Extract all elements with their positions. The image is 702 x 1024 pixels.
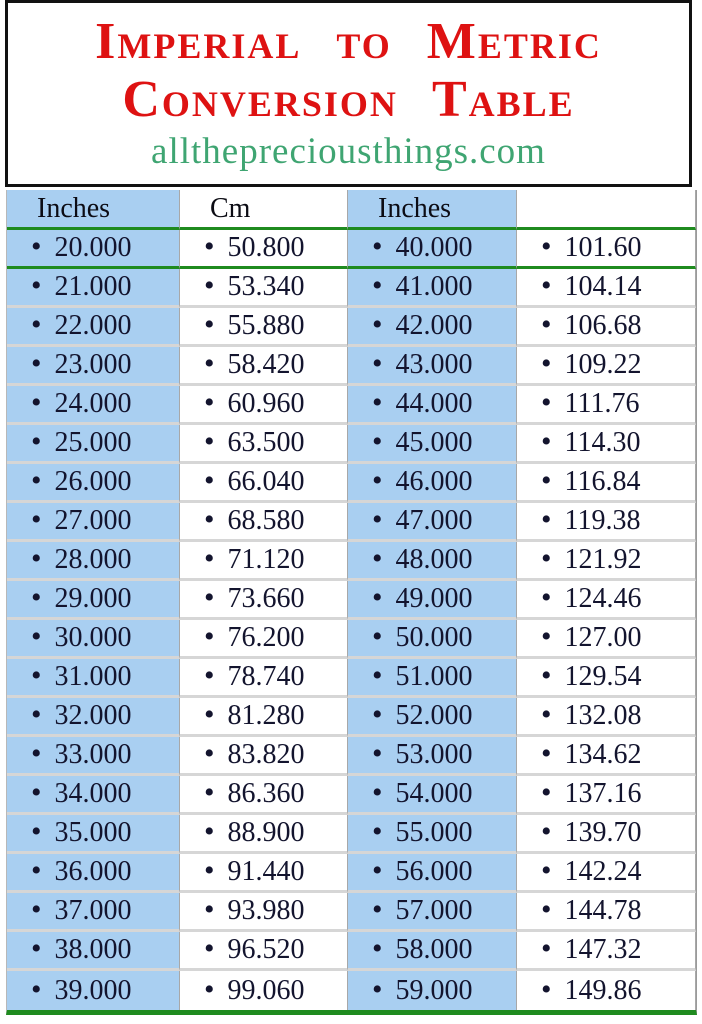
cell-value: 34.000 bbox=[54, 778, 132, 809]
bullet-icon: • bbox=[31, 932, 42, 965]
bullet-icon: • bbox=[372, 854, 383, 887]
bullet-icon: • bbox=[31, 503, 42, 536]
table-row bbox=[7, 386, 696, 425]
cell-value: 68.580 bbox=[227, 505, 305, 536]
bullet-icon: • bbox=[204, 737, 215, 770]
bullet-icon: • bbox=[372, 386, 383, 419]
bullet-icon: • bbox=[31, 776, 42, 809]
table-cell bbox=[7, 620, 179, 659]
bullet-icon: • bbox=[541, 269, 552, 302]
table-cell bbox=[516, 854, 696, 893]
bullet-icon: • bbox=[372, 230, 383, 263]
table-cell bbox=[516, 893, 696, 932]
cell-value: 121.92 bbox=[564, 544, 642, 575]
table-cell bbox=[348, 854, 516, 893]
bullet-icon: • bbox=[204, 347, 215, 380]
cell-value: 127.00 bbox=[564, 622, 642, 653]
table-cell bbox=[7, 815, 179, 854]
cell-value: 20.000 bbox=[54, 232, 132, 263]
cell-value: 44.000 bbox=[395, 388, 473, 419]
bullet-icon: • bbox=[372, 503, 383, 536]
cell-value: 106.68 bbox=[564, 310, 642, 341]
cell-value: 147.32 bbox=[564, 934, 642, 965]
table-cell bbox=[516, 620, 696, 659]
page-title-line1: Imperial to Metric bbox=[95, 13, 602, 70]
bullet-icon: • bbox=[204, 698, 215, 731]
bullet-icon: • bbox=[31, 854, 42, 887]
bullet-icon: • bbox=[541, 230, 552, 263]
table-header-row bbox=[7, 190, 696, 230]
table-cell bbox=[7, 542, 179, 581]
table-cell bbox=[348, 503, 516, 542]
bullet-icon: • bbox=[204, 620, 215, 653]
table-cell bbox=[179, 503, 348, 542]
bullet-icon: • bbox=[31, 620, 42, 653]
cell-value: 104.14 bbox=[564, 271, 642, 302]
cell-value: 73.660 bbox=[227, 583, 305, 614]
cell-value: 101.60 bbox=[564, 232, 642, 263]
bullet-icon: • bbox=[541, 581, 552, 614]
cell-value: 139.70 bbox=[564, 817, 642, 848]
bullet-icon: • bbox=[541, 659, 552, 692]
cell-value: 93.980 bbox=[227, 895, 305, 926]
bullet-icon: • bbox=[31, 347, 42, 380]
table-cell bbox=[516, 308, 696, 347]
bullet-icon: • bbox=[204, 464, 215, 497]
table-cell bbox=[348, 776, 516, 815]
table-cell bbox=[348, 347, 516, 386]
bullet-icon: • bbox=[541, 425, 552, 458]
cell-value: 24.000 bbox=[54, 388, 132, 419]
table-cell bbox=[516, 698, 696, 737]
table-cell bbox=[7, 659, 179, 698]
table-cell bbox=[7, 737, 179, 776]
table-cell bbox=[348, 581, 516, 620]
column-header-inches-left: Inches bbox=[7, 190, 179, 230]
table-cell bbox=[179, 464, 348, 503]
table-cell bbox=[516, 776, 696, 815]
bullet-icon: • bbox=[31, 581, 42, 614]
cell-value: 48.000 bbox=[395, 544, 473, 575]
column-header-cm-left: Cm bbox=[179, 190, 348, 230]
bullet-icon: • bbox=[204, 776, 215, 809]
table-cell bbox=[516, 230, 696, 269]
bullet-icon: • bbox=[541, 972, 552, 1006]
table-cell bbox=[348, 308, 516, 347]
bullet-icon: • bbox=[372, 308, 383, 341]
table-cell bbox=[179, 620, 348, 659]
bullet-icon: • bbox=[204, 972, 215, 1006]
table-cell bbox=[516, 932, 696, 971]
table-cell bbox=[516, 737, 696, 776]
bullet-icon: • bbox=[31, 386, 42, 419]
table-cell bbox=[7, 698, 179, 737]
table-cell bbox=[516, 464, 696, 503]
table-cell bbox=[516, 971, 696, 1010]
table-row bbox=[7, 854, 696, 893]
bullet-icon: • bbox=[541, 932, 552, 965]
bullet-icon: • bbox=[541, 542, 552, 575]
column-header-inches-right: Inches bbox=[348, 190, 516, 230]
cell-value: 32.000 bbox=[54, 700, 132, 731]
table-cell bbox=[348, 425, 516, 464]
cell-value: 38.000 bbox=[54, 934, 132, 965]
bullet-icon: • bbox=[31, 542, 42, 575]
table-cell bbox=[348, 386, 516, 425]
table-cell bbox=[7, 308, 179, 347]
bullet-icon: • bbox=[372, 893, 383, 926]
cell-value: 55.000 bbox=[395, 817, 473, 848]
bullet-icon: • bbox=[372, 464, 383, 497]
table-cell bbox=[348, 269, 516, 308]
table-cell bbox=[179, 347, 348, 386]
bullet-icon: • bbox=[31, 698, 42, 731]
cell-value: 47.000 bbox=[395, 505, 473, 536]
bullet-icon: • bbox=[204, 815, 215, 848]
table-row bbox=[7, 776, 696, 815]
bullet-icon: • bbox=[372, 815, 383, 848]
cell-value: 149.86 bbox=[564, 974, 642, 1006]
cell-value: 22.000 bbox=[54, 310, 132, 341]
table-row bbox=[7, 581, 696, 620]
cell-value: 86.360 bbox=[227, 778, 305, 809]
bullet-icon: • bbox=[541, 854, 552, 887]
cell-value: 71.120 bbox=[227, 544, 305, 575]
table-cell bbox=[7, 971, 179, 1010]
table-cell bbox=[179, 386, 348, 425]
bullet-icon: • bbox=[372, 776, 383, 809]
table-row bbox=[7, 698, 696, 737]
cell-value: 76.200 bbox=[227, 622, 305, 653]
table-cell bbox=[179, 230, 348, 269]
cell-value: 25.000 bbox=[54, 427, 132, 458]
table-row bbox=[7, 932, 696, 971]
cell-value: 27.000 bbox=[54, 505, 132, 536]
table-row bbox=[7, 308, 696, 347]
table-cell bbox=[7, 386, 179, 425]
bullet-icon: • bbox=[541, 815, 552, 848]
bullet-icon: • bbox=[541, 698, 552, 731]
cell-value: 144.78 bbox=[564, 895, 642, 926]
table-row bbox=[7, 737, 696, 776]
bullet-icon: • bbox=[204, 425, 215, 458]
cell-value: 124.46 bbox=[564, 583, 642, 614]
cell-value: 39.000 bbox=[54, 974, 132, 1006]
bullet-icon: • bbox=[372, 542, 383, 575]
cell-value: 99.060 bbox=[227, 974, 305, 1006]
cell-value: 42.000 bbox=[395, 310, 473, 341]
cell-value: 132.08 bbox=[564, 700, 642, 731]
cell-value: 21.000 bbox=[54, 271, 132, 302]
cell-value: 40.000 bbox=[395, 232, 473, 263]
table-cell bbox=[348, 893, 516, 932]
bullet-icon: • bbox=[541, 347, 552, 380]
bullet-icon: • bbox=[31, 893, 42, 926]
table-cell bbox=[348, 698, 516, 737]
table-cell bbox=[348, 464, 516, 503]
cell-value: 52.000 bbox=[395, 700, 473, 731]
table-cell bbox=[516, 581, 696, 620]
bullet-icon: • bbox=[541, 893, 552, 926]
cell-value: 58.420 bbox=[227, 349, 305, 380]
bullet-icon: • bbox=[31, 737, 42, 770]
table-cell bbox=[7, 854, 179, 893]
bullet-icon: • bbox=[541, 503, 552, 536]
table-cell bbox=[7, 893, 179, 932]
cell-value: 129.54 bbox=[564, 661, 642, 692]
cell-value: 53.000 bbox=[395, 739, 473, 770]
bullet-icon: • bbox=[31, 464, 42, 497]
table-cell bbox=[7, 464, 179, 503]
table-row bbox=[7, 269, 696, 308]
bullet-icon: • bbox=[372, 620, 383, 653]
cell-value: 37.000 bbox=[54, 895, 132, 926]
bullet-icon: • bbox=[372, 347, 383, 380]
cell-value: 56.000 bbox=[395, 856, 473, 887]
table-cell bbox=[516, 542, 696, 581]
cell-value: 43.000 bbox=[395, 349, 473, 380]
column-header-cm-right bbox=[516, 190, 696, 230]
bullet-icon: • bbox=[204, 269, 215, 302]
bullet-icon: • bbox=[541, 308, 552, 341]
cell-value: 36.000 bbox=[54, 856, 132, 887]
cell-value: 137.16 bbox=[564, 778, 642, 809]
bullet-icon: • bbox=[541, 776, 552, 809]
table-cell bbox=[179, 971, 348, 1010]
bullet-icon: • bbox=[372, 269, 383, 302]
bullet-icon: • bbox=[372, 425, 383, 458]
table-cell bbox=[516, 386, 696, 425]
cell-value: 78.740 bbox=[227, 661, 305, 692]
cell-value: 50.000 bbox=[395, 622, 473, 653]
cell-value: 33.000 bbox=[54, 739, 132, 770]
bullet-icon: • bbox=[372, 737, 383, 770]
table-cell bbox=[7, 230, 179, 269]
table-row bbox=[7, 971, 696, 1010]
table-cell bbox=[179, 659, 348, 698]
cell-value: 55.880 bbox=[227, 310, 305, 341]
bullet-icon: • bbox=[31, 815, 42, 848]
bullet-icon: • bbox=[204, 542, 215, 575]
cell-value: 88.900 bbox=[227, 817, 305, 848]
table-cell bbox=[179, 854, 348, 893]
cell-value: 30.000 bbox=[54, 622, 132, 653]
bullet-icon: • bbox=[541, 386, 552, 419]
bullet-icon: • bbox=[31, 230, 42, 263]
cell-value: 45.000 bbox=[395, 427, 473, 458]
cell-value: 29.000 bbox=[54, 583, 132, 614]
table-cell bbox=[348, 230, 516, 269]
bullet-icon: • bbox=[372, 972, 383, 1006]
bullet-icon: • bbox=[204, 893, 215, 926]
bullet-icon: • bbox=[31, 269, 42, 302]
bullet-icon: • bbox=[204, 932, 215, 965]
table-cell bbox=[179, 815, 348, 854]
cell-value: 134.62 bbox=[564, 739, 642, 770]
cell-value: 116.84 bbox=[564, 466, 641, 497]
cell-value: 57.000 bbox=[395, 895, 473, 926]
bullet-icon: • bbox=[31, 659, 42, 692]
table-row bbox=[7, 620, 696, 659]
cell-value: 49.000 bbox=[395, 583, 473, 614]
cell-value: 111.76 bbox=[564, 388, 640, 419]
bullet-icon: • bbox=[372, 698, 383, 731]
cell-value: 114.30 bbox=[564, 427, 641, 458]
table-cell bbox=[179, 269, 348, 308]
table-cell bbox=[7, 347, 179, 386]
table-cell bbox=[348, 815, 516, 854]
table-cell bbox=[516, 815, 696, 854]
table-cell bbox=[7, 269, 179, 308]
cell-value: 83.820 bbox=[227, 739, 305, 770]
table-cell bbox=[179, 581, 348, 620]
table-cell bbox=[7, 776, 179, 815]
table-cell bbox=[179, 698, 348, 737]
table-cell bbox=[7, 932, 179, 971]
cell-value: 50.800 bbox=[227, 232, 305, 263]
cell-value: 26.000 bbox=[54, 466, 132, 497]
table-row bbox=[7, 893, 696, 932]
table-cell bbox=[516, 503, 696, 542]
table-row bbox=[7, 464, 696, 503]
bullet-icon: • bbox=[541, 464, 552, 497]
table-cell bbox=[348, 659, 516, 698]
bullet-icon: • bbox=[204, 581, 215, 614]
page-title-line2: Conversion Table bbox=[122, 71, 575, 128]
cell-value: 23.000 bbox=[54, 349, 132, 380]
cell-value: 58.000 bbox=[395, 934, 473, 965]
cell-value: 28.000 bbox=[54, 544, 132, 575]
bullet-icon: • bbox=[204, 854, 215, 887]
table-cell bbox=[516, 347, 696, 386]
table-cell bbox=[7, 503, 179, 542]
bullet-icon: • bbox=[372, 659, 383, 692]
table-cell bbox=[7, 581, 179, 620]
table-cell bbox=[516, 659, 696, 698]
table-cell bbox=[179, 542, 348, 581]
table-cell bbox=[348, 932, 516, 971]
bullet-icon: • bbox=[541, 620, 552, 653]
cell-value: 54.000 bbox=[395, 778, 473, 809]
table-cell bbox=[516, 269, 696, 308]
cell-value: 53.340 bbox=[227, 271, 305, 302]
table-cell bbox=[516, 425, 696, 464]
table-row bbox=[7, 503, 696, 542]
table-row bbox=[7, 659, 696, 698]
bullet-icon: • bbox=[31, 425, 42, 458]
bullet-icon: • bbox=[541, 737, 552, 770]
bullet-icon: • bbox=[31, 308, 42, 341]
cell-value: 96.520 bbox=[227, 934, 305, 965]
cell-value: 109.22 bbox=[564, 349, 642, 380]
website-url: allthepreciousthings.com bbox=[151, 131, 546, 172]
table-cell bbox=[348, 737, 516, 776]
bullet-icon: • bbox=[372, 932, 383, 965]
table-cell bbox=[348, 971, 516, 1010]
cell-value: 91.440 bbox=[227, 856, 305, 887]
table-cell bbox=[179, 776, 348, 815]
conversion-table bbox=[6, 190, 697, 1015]
table-cell bbox=[348, 620, 516, 659]
cell-value: 66.040 bbox=[227, 466, 305, 497]
bullet-icon: • bbox=[204, 308, 215, 341]
bullet-icon: • bbox=[204, 386, 215, 419]
table-row bbox=[7, 542, 696, 581]
cell-value: 41.000 bbox=[395, 271, 473, 302]
table-cell bbox=[179, 308, 348, 347]
bullet-icon: • bbox=[31, 972, 42, 1006]
cell-value: 51.000 bbox=[395, 661, 473, 692]
table-row bbox=[7, 425, 696, 464]
table-cell bbox=[179, 893, 348, 932]
table-row bbox=[7, 815, 696, 854]
cell-value: 63.500 bbox=[227, 427, 305, 458]
cell-value: 119.38 bbox=[564, 505, 641, 536]
header-box bbox=[5, 0, 692, 187]
cell-value: 35.000 bbox=[54, 817, 132, 848]
table-cell bbox=[7, 425, 179, 464]
table-row bbox=[7, 230, 696, 269]
table-body bbox=[7, 230, 696, 1010]
table-cell bbox=[179, 932, 348, 971]
table-row bbox=[7, 347, 696, 386]
bullet-icon: • bbox=[204, 659, 215, 692]
cell-value: 46.000 bbox=[395, 466, 473, 497]
cell-value: 81.280 bbox=[227, 700, 305, 731]
table-cell bbox=[179, 425, 348, 464]
bullet-icon: • bbox=[204, 230, 215, 263]
cell-value: 59.000 bbox=[395, 974, 473, 1006]
table-cell bbox=[348, 542, 516, 581]
table-cell bbox=[179, 737, 348, 776]
cell-value: 60.960 bbox=[227, 388, 305, 419]
cell-value: 31.000 bbox=[54, 661, 132, 692]
cell-value: 142.24 bbox=[564, 856, 642, 887]
bullet-icon: • bbox=[204, 503, 215, 536]
bullet-icon: • bbox=[372, 581, 383, 614]
